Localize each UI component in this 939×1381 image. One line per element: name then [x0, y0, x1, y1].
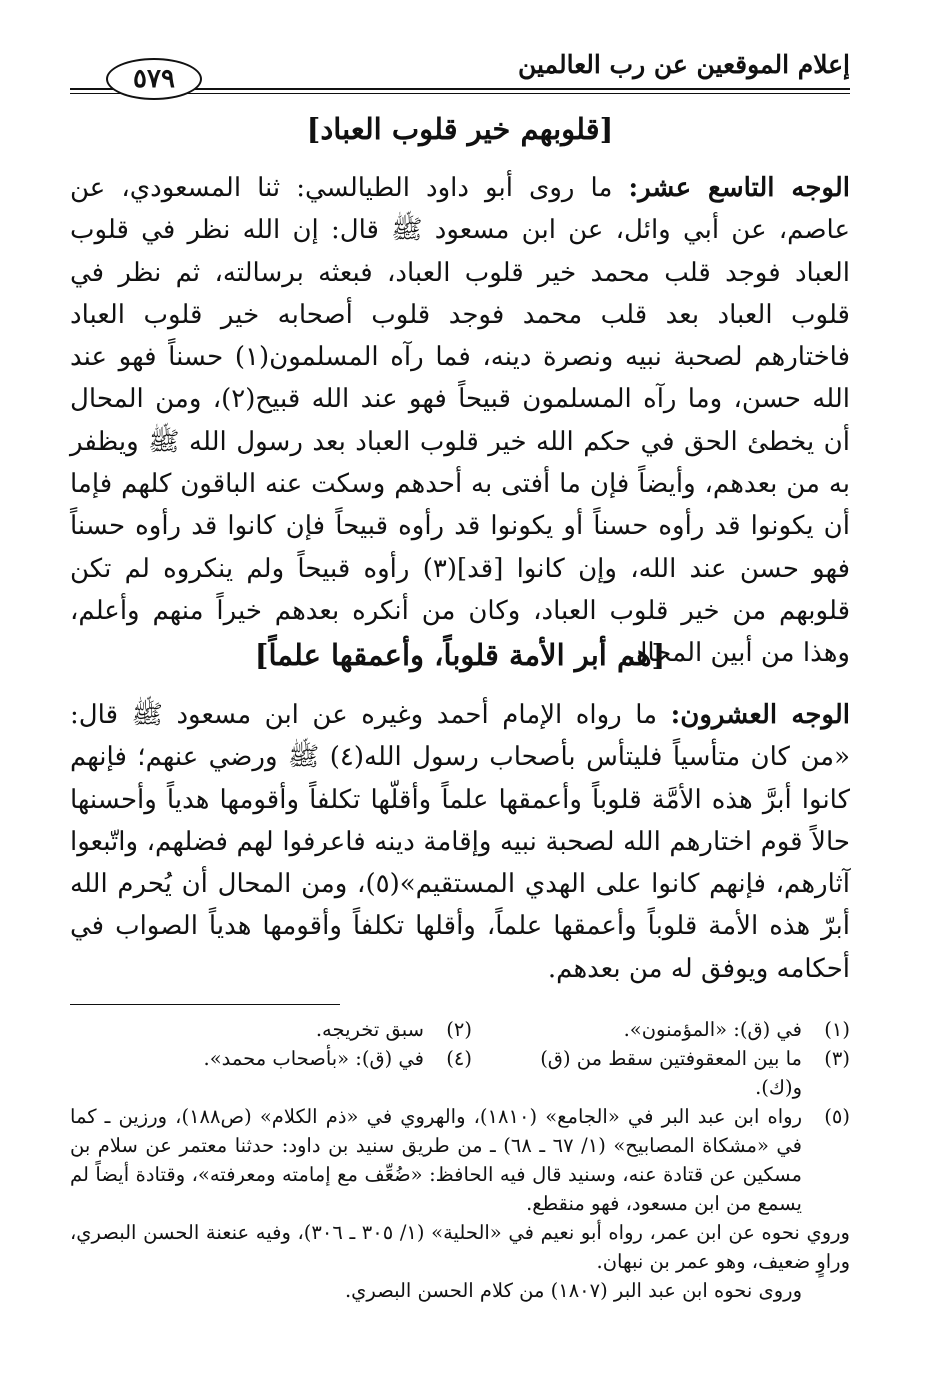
- footnote-number: (٥): [824, 1105, 850, 1128]
- paragraph-lead-1: الوجه التاسع عشر:: [628, 173, 850, 203]
- paragraph-text-2: ما رواه الإمام أحمد وغيره عن ابن مسعود ﷺ قال: «من كان متأسياً فليتأس بأصحاب رسول الله(٤) ﷺ ورضي عنهم؛ فإنهم كانوا أبرَّ هذه الأمَّة قلوباً وأعمقها علماً وأقلّها تكلفاً وأقومها هدياً وأحسنها حالاً قوم اختارهم الله لصحبة نبيه وإقامة دينه فاعرفوا لهم فضلهم، واتّبعوا آثارهم، فإنهم كانوا على الهدي المستقيم»(٥)، ومن المحال أن يُحرم الله أبرّ هذه الأمة قلوباً وأعمقها علماً، وأقلها تكلفاً وأقومها هدياً الصواب في أحكامه ويوفق له من بعدهم.: [70, 700, 851, 984]
- footnote-number: (٤): [446, 1047, 472, 1070]
- footnote-text: رواه ابن عبد البر في «الجامع» (١٨١٠)، والهروي في «ذم الكلام» (ص١٨٨)، ورزين ـ كما في «مشكاة المصابيح» (١/ ٦٧ ـ ٦٨) ـ من طريق سنيد بن داود: حدثنا معتمر عن سلام بن مسكين عن قتادة عنه، وسنيد قال فيه الحافظ: «ضُعِّف مع إمامته ومعرفته»، وقتادة أيضاً لم يسمع من ابن مسعود، فهو منقطع.: [70, 1105, 802, 1215]
- section-heading-2: [هم أبر الأمة قلوباً، وأعمقها علماً]: [254, 638, 666, 672]
- footnote-row: [70, 1044, 850, 1102]
- page-number: ٥٧٩: [106, 58, 202, 100]
- paragraph-2: [70, 694, 850, 990]
- paragraph-text-1: ما روى أبو داود الطيالسي: ثنا المسعودي، عن عاصم، عن أبي وائل، عن ابن مسعود ﷺ قال: إن الله نظر في قلوب العباد فوجد قلب محمد خير قلوب العباد، فبعثه برسالته، ثم نظر في قلوب العباد بعد قلب محمد فوجد قلوب أصحابه خير قلوب العباد فاختارهم لصحبة نبيه ونصرة دينه، فما رآه المسلمون(١) حسناً فهو عند الله حسن، وما رآه المسلمون قبيحاً فهو عند الله قبيح(٢)، ومن المحال أن يخطئ الحق في حكم الله خير قلوب العباد بعد رسول الله ﷺ ويظفر به من بعدهم، وأيضاً فإن ما أفتى به أحدهم وسكت عنه الباقون كلهم فإما أن يكونوا قد رأوه حسناً أو يكونوا قد رأوه قبيحاً فإن كانوا قد رأوه حسناً فهو حسن عند الله، وإن كانوا [قد](٣) رأوه قبيحاً ولم ينكروه لم تكن قلوبهم من خير قلوب العباد، وكان من أنكره بعدهم خيراً منهم وأعلم، وهذا من أبين المحال.: [70, 173, 850, 669]
- page-header: [70, 40, 850, 98]
- paragraph-lead-2: الوجه العشرون:: [670, 700, 850, 730]
- footnote-continuation: وروي نحوه عن ابن عمر، رواه أبو نعيم في «الحلية» (١/ ٣٠٥ ـ ٣٠٦)، وفيه عنعنة الحسن البصري، وراوٍ ضعيف، وهو عمر بن نبهان.: [70, 1221, 850, 1273]
- footnote-text: سبق تخريجه.: [315, 1018, 424, 1041]
- footnote-separator: [70, 1004, 340, 1005]
- footnote-number: (١): [824, 1018, 850, 1041]
- footnote-number: (٣): [824, 1047, 850, 1070]
- footnote-5: [70, 1102, 850, 1218]
- footnote-text: في (ق): «بأصحاب محمد».: [203, 1047, 424, 1070]
- running-title: إعلام الموقعين عن رب العالمين: [517, 50, 850, 79]
- footnote-continuation: وروى نحوه ابن عبد البر (١٨٠٧) من كلام الحسن البصري.: [344, 1279, 802, 1302]
- footnote-text: في (ق): «المؤمنون».: [623, 1018, 802, 1041]
- footnote-text: ما بين المعقوفتين سقط من (ق) و(ك).: [540, 1047, 802, 1099]
- footnote-row: [70, 1015, 850, 1044]
- section-heading-1: [قلوبهم خير قلوب العباد]: [306, 112, 614, 146]
- footnote-number: (٢): [446, 1018, 472, 1041]
- footnotes: [70, 1015, 850, 1305]
- paragraph-1: [70, 167, 850, 675]
